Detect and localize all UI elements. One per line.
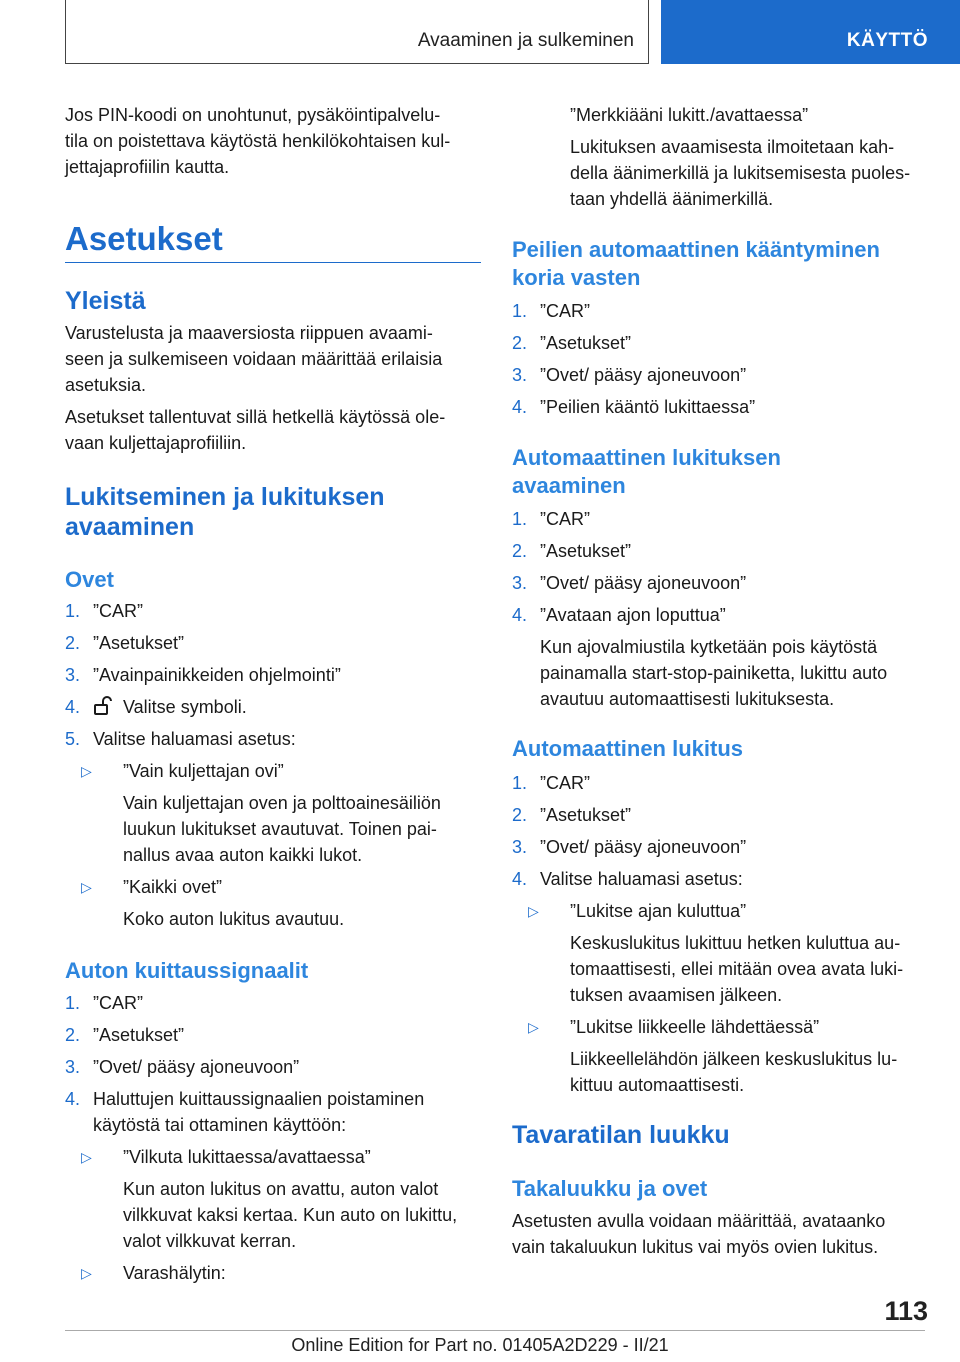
yleista-paragraph-1: Varustelusta ja maaversiosta riippuen avaami- seen ja sulkemiseen voidaan määrittää erilaisia asetuksia. xyxy=(65,323,443,395)
list-item: 2. ”Asetukset” xyxy=(65,633,185,653)
unlock-icon xyxy=(93,696,117,716)
sub-item: ▷ ”Vilkuta lukittaessa/avattaessa” xyxy=(65,1144,481,1170)
triangle-right-icon: ▷ xyxy=(81,1149,92,1165)
list-item: 3. ”Avainpainikkeiden ohjelmointi” xyxy=(65,665,341,685)
sub-item: ▷ ”Vain kuljettajan ovi” xyxy=(65,758,481,784)
peilit-list xyxy=(512,298,928,420)
sub-item-desc: Keskuslukitus lukittuu hetken kuluttua au- tomaattisesti, ellei mitään ovea avata luki- tuksen avaamisen jälkeen. xyxy=(570,933,904,1005)
sub-item-desc: Koko auton lukitus avautuu. xyxy=(123,909,345,929)
yleista-paragraph-2: Asetukset tallentuvat sillä hetkellä käytössä ole- vaan kuljettajaprofiiliin. xyxy=(65,407,446,453)
list-item: 4. Haluttujen kuittaussignaalien poistaminen xyxy=(65,1089,425,1109)
list-item: 4. Valitse symboli. xyxy=(65,697,247,717)
list-item: 4. Valitse haluamasi asetus: xyxy=(512,869,743,889)
heading-ovet: Ovet xyxy=(65,567,114,592)
sub-item-desc: Liikkeellelähdön jälkeen keskuslukitus lu- kittuu automaattisesti. xyxy=(570,1049,898,1095)
heading-lukitseminen: Lukitseminen ja lukituksen avaaminen xyxy=(65,483,385,541)
list-item: 3. ”Ovet/ pääsy ajoneuvoon” xyxy=(512,837,747,857)
footer-divider xyxy=(65,1330,925,1331)
page-number: 113 xyxy=(884,1296,928,1326)
list-item: 5. Valitse haluamasi asetus: xyxy=(65,729,296,749)
list-item: 1. ”CAR” xyxy=(512,301,590,321)
triangle-right-icon: ▷ xyxy=(81,763,92,779)
list-item: 3. ”Ovet/ pääsy ajoneuvoon” xyxy=(65,1057,300,1077)
triangle-right-icon: ▷ xyxy=(528,1019,539,1035)
list-item: 4. ”Avataan ajon loputtua” xyxy=(512,605,726,625)
triangle-right-icon: ▷ xyxy=(528,903,539,919)
list-item: 1. ”CAR” xyxy=(65,993,143,1013)
header-tab-label: KÄYTTÖ xyxy=(846,30,928,51)
list-item: 2. ”Asetukset” xyxy=(512,805,632,825)
header-tab xyxy=(661,0,960,64)
list-item: 2. ”Asetukset” xyxy=(512,333,632,353)
list-item: 3. ”Ovet/ pääsy ajoneuvoon” xyxy=(512,365,747,385)
heading-autolukitus: Automaattinen lukitus xyxy=(512,736,744,761)
sub-item: ▷ Varashälytin: xyxy=(65,1260,481,1286)
sub-item: ▷ ”Kaikki ovet” xyxy=(65,874,481,900)
header-section-box xyxy=(65,0,649,64)
triangle-right-icon: ▷ xyxy=(81,1265,92,1281)
list-item: 2. ”Asetukset” xyxy=(512,541,632,561)
autolukitus-list xyxy=(512,770,928,1098)
list-item: 2. ”Asetukset” xyxy=(65,1025,185,1045)
heading-yleista: Yleistä xyxy=(65,287,146,315)
header-section-title: Avaaminen ja sulkeminen xyxy=(417,30,634,51)
triangle-right-icon: ▷ xyxy=(81,879,92,895)
list-item: 4. ”Peilien kääntö lukittaessa” xyxy=(512,397,756,417)
kuittaus-list: 1. ”CAR” 2. ”Asetukset” 3. ”Ovet/ pääsy ajoneuvoon” 4. Haluttujen kuittaussignaalien poistaminen käytöstä tai ottaminen käyttöön: ▷ ”Vilkuta lukittaessa/avattaessa” Kun auton lukitus on avattu, auton valot vilkkuvat kaksi kertaa. Kun auto on lukittu, valot vilkkuvat kerran. ▷ Varashälytin: xyxy=(65,990,481,1286)
intro-paragraph: Jos PIN-koodi on unohtunut, pysäköintipalvelu- tila on poistettava käytöstä henkilökohtaisen kul- jettajaprofiilin kautta. xyxy=(65,105,451,177)
list-item-desc: Kun ajovalmiustila kytketään pois käytöstä painamalla start-stop-painiketta, lukittu auto avautuu automaattisesti lukituksesta. xyxy=(540,637,888,709)
ovet-list xyxy=(65,598,481,932)
heading-kuittaus: Auton kuittaussignaalit xyxy=(65,958,309,983)
sub-item: ▷ ”Lukitse ajan kuluttua” xyxy=(512,898,928,924)
sub-item-desc: Vain kuljettajan oven ja polttoainesäiliön luukun lukitukset avautuvat. Toinen pai- nallus avaa auton kaikki lukot. xyxy=(123,793,441,865)
list-item: 1. ”CAR” xyxy=(65,601,143,621)
sub-item-desc: Kun auton lukitus on avattu, auton valot vilkkuvat kaksi kertaa. Kun auto on lukittu, valot vilkkuvat kerran. xyxy=(123,1179,458,1251)
autoavaus-list xyxy=(512,506,928,712)
list-item: 1. ”CAR” xyxy=(512,509,590,529)
footer-edition: Online Edition for Part no. 01405A2D229 - II/21 xyxy=(291,1335,669,1355)
heading-asetukset: Asetukset xyxy=(65,220,481,263)
heading-peilit: Peilien automaattinen kääntyminen koria vasten xyxy=(512,237,880,290)
sub-item: ▷ ”Lukitse liikkeelle lähdettäessä” xyxy=(512,1014,928,1040)
heading-takaluukku: Takaluukku ja ovet xyxy=(512,1176,708,1201)
list-item: 3. ”Ovet/ pääsy ajoneuvoon” xyxy=(512,573,747,593)
continued-item: ”Merkkiääni lukitt./avattaessa” Lukituksen avaamisesta ilmoitetaan kah- della äänimerkillä ja lukitsemisesta puoles- taan yhdellä äänimerkillä. xyxy=(570,105,911,209)
list-item: 1. ”CAR” xyxy=(512,773,590,793)
takaluukku-paragraph: Asetusten avulla voidaan määrittää, avataanko vain takaluukun lukitus vai myös ovien lukitus. xyxy=(512,1211,886,1257)
heading-autoavaus: Automaattinen lukituksen avaaminen xyxy=(512,445,781,498)
heading-tavaratila: Tavaratilan luukku xyxy=(512,1121,730,1149)
